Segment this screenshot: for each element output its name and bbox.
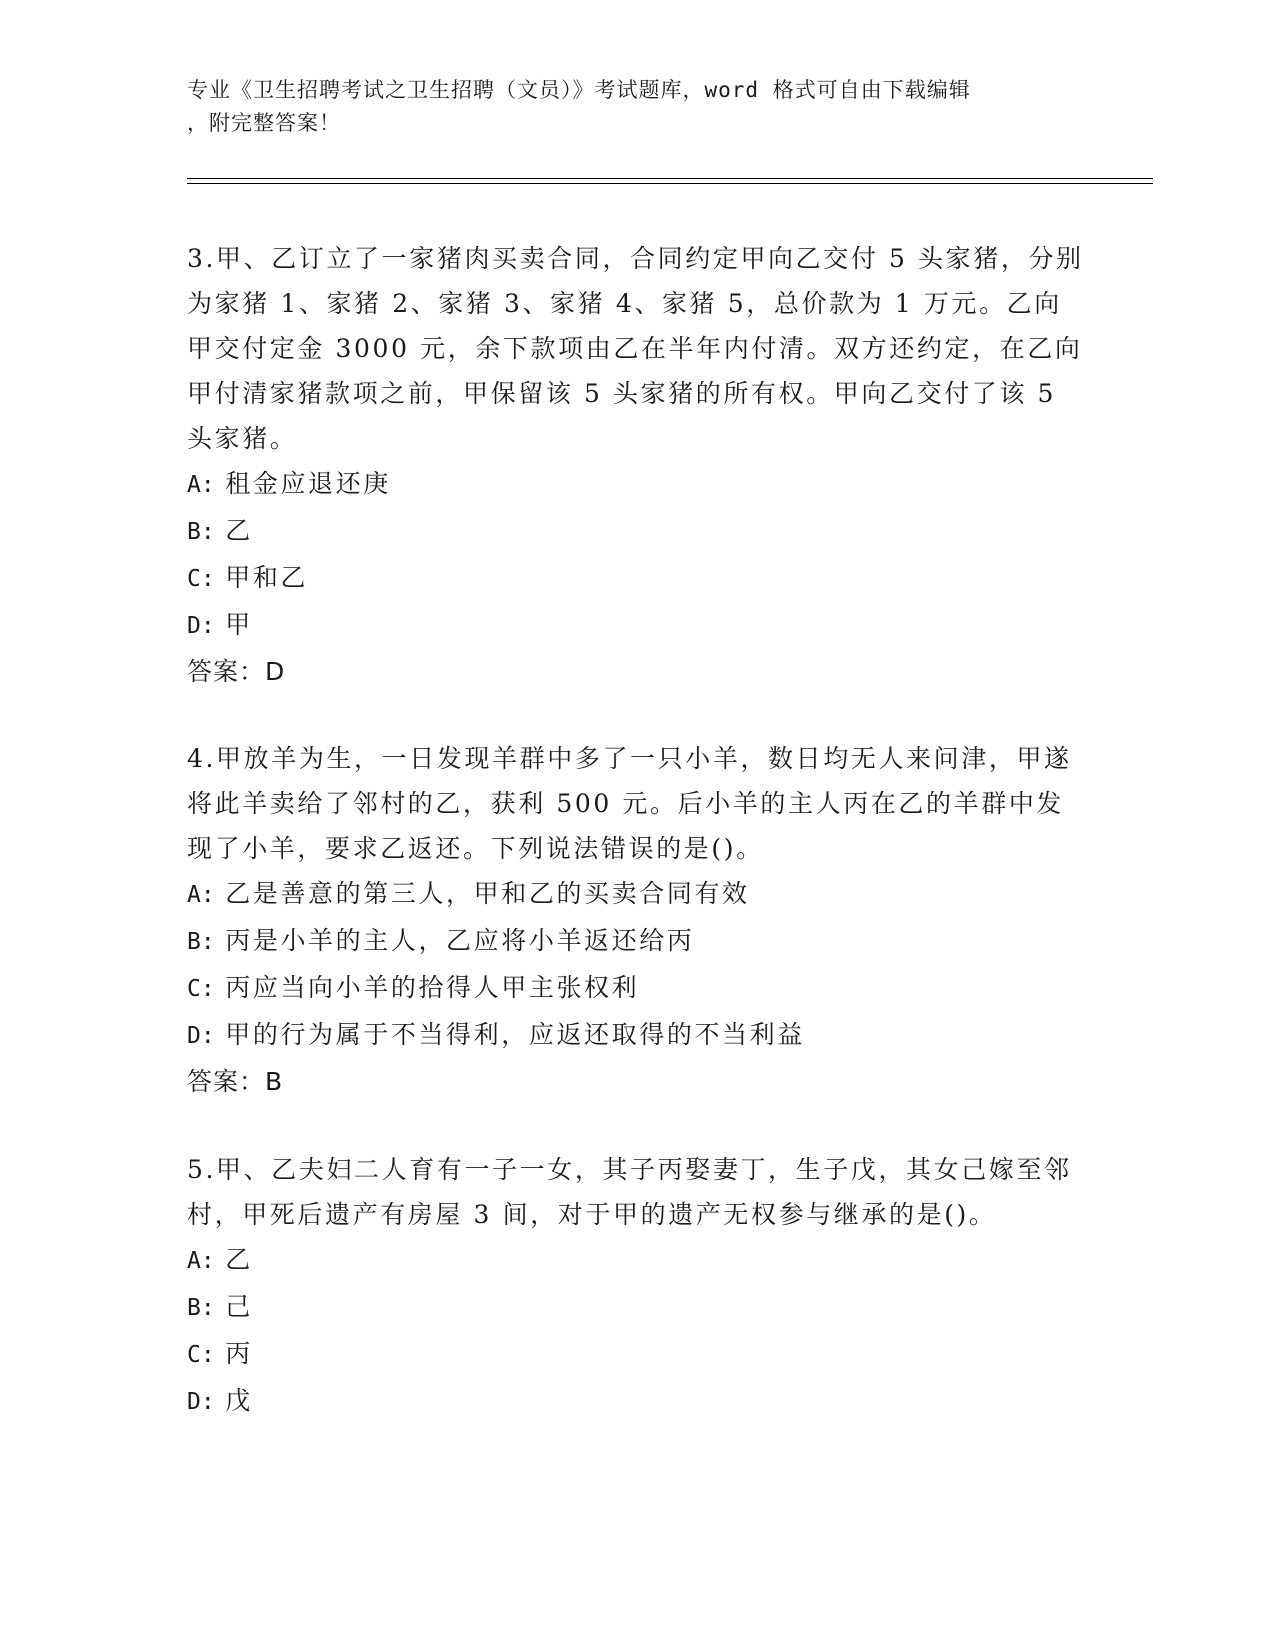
option-c — [187, 965, 1087, 1012]
option-letter: B: — [187, 519, 215, 545]
question-3 — [187, 236, 1087, 694]
option-letter: D: — [187, 1389, 215, 1415]
option-a — [187, 871, 1087, 918]
answer-line: 答案：B — [187, 1067, 284, 1096]
option-d — [187, 1012, 1087, 1059]
option-letter: C: — [187, 976, 215, 1002]
option-letter: B: — [187, 929, 215, 955]
option-letter: B: — [187, 1295, 215, 1321]
option-text: 己 — [225, 1292, 253, 1321]
option-b — [187, 1284, 1087, 1331]
option-letter: D: — [187, 1023, 215, 1049]
option-letter: A: — [187, 1248, 215, 1274]
option-text: 丙应当向小羊的拾得人甲主张权利 — [225, 973, 640, 1002]
option-b — [187, 918, 1087, 965]
question-stem: 3.甲、乙订立了一家猪肉买卖合同，合同约定甲向乙交付 5 头家猪，分别为家猪 1、家猪 2、家猪 3、家猪 4、家猪 5，总价款为 1 万元。乙向甲交付定金 3000 元，余下款项由乙在半年内付清。双方还约定，在乙向甲付清家猪款项之前，甲保留该 5 头家猪的所有权。甲向乙交付了该 5 头家猪。 — [187, 244, 1084, 453]
option-text: 乙 — [225, 1245, 253, 1274]
question-stem: 4.甲放羊为生，一日发现羊群中多了一只小羊，数日均无人来问津，甲遂将此羊卖给了邻村的乙，获利 500 元。后小羊的主人丙在乙的羊群中发现了小羊，要求乙返还。下列说法错误的是()。 — [187, 744, 1072, 863]
header-divider-bottom — [187, 183, 1153, 184]
option-text: 丙 — [225, 1339, 253, 1368]
option-c — [187, 555, 1087, 602]
option-letter: A: — [187, 472, 215, 498]
option-letter: C: — [187, 566, 215, 592]
option-c — [187, 1331, 1087, 1378]
question-5 — [187, 1147, 1087, 1425]
option-text: 乙 — [225, 516, 253, 545]
option-letter: C: — [187, 1342, 215, 1368]
option-letter: A: — [187, 882, 215, 908]
option-b — [187, 508, 1087, 555]
question-4 — [187, 736, 1087, 1104]
option-text: 甲和乙 — [225, 563, 309, 592]
answer-line: 答案：D — [187, 657, 286, 686]
option-text: 乙是善意的第三人，甲和乙的买卖合同有效 — [225, 879, 750, 908]
option-letter: D: — [187, 613, 215, 639]
option-text: 丙是小羊的主人，乙应将小羊返还给丙 — [225, 926, 695, 955]
option-text: 甲的行为属于不当得利，应返还取得的不当利益 — [225, 1020, 805, 1049]
option-d — [187, 602, 1087, 649]
option-a — [187, 1237, 1087, 1284]
option-text: 租金应退还庚 — [225, 469, 391, 498]
question-stem: 5.甲、乙夫妇二人育有一子一女，其子丙娶妻丁，生子戊，其女己嫁至邻村，甲死后遗产有房屋 3 间，对于甲的遗产无权参与继承的是()。 — [187, 1155, 1072, 1229]
document-header: 专业《卫生招聘考试之卫生招聘（文员）》考试题库，word 格式可自由下载编辑 ，附完整答案！ — [187, 78, 971, 135]
option-d — [187, 1378, 1087, 1425]
option-text: 甲 — [225, 610, 253, 639]
header-divider-top — [187, 178, 1153, 179]
option-a — [187, 461, 1087, 508]
option-text: 戊 — [225, 1386, 253, 1415]
